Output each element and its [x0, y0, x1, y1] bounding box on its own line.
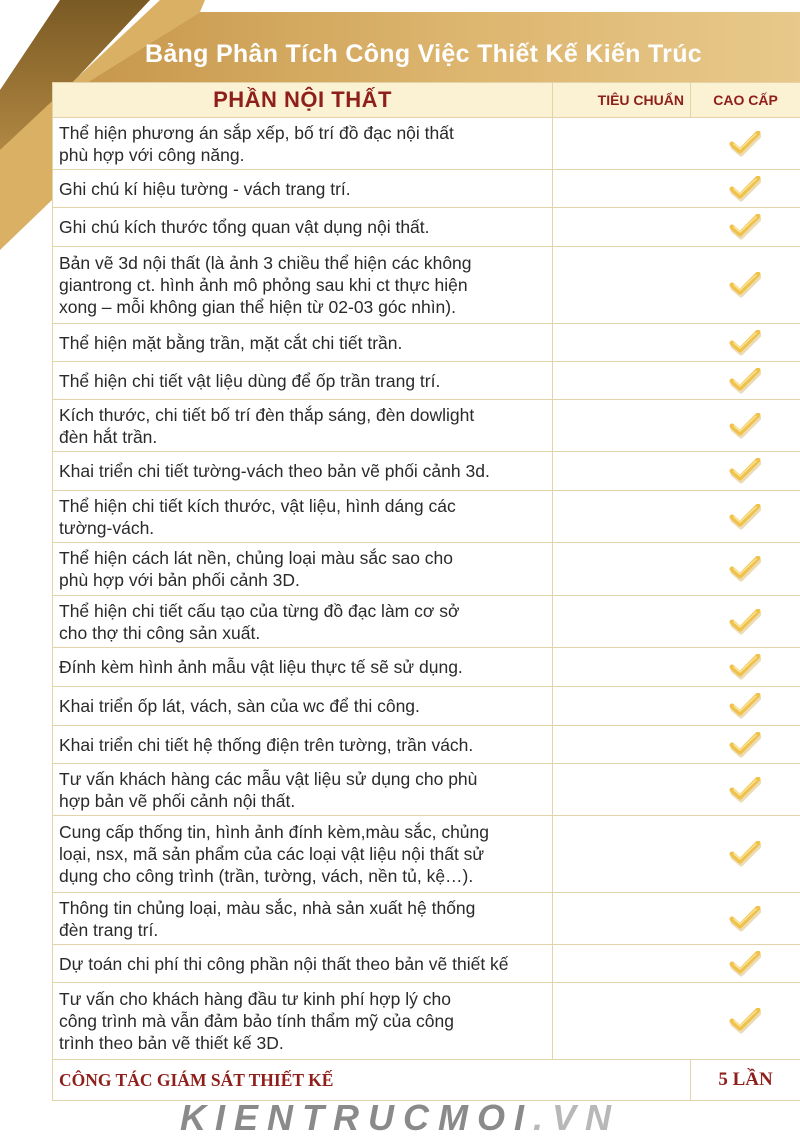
premium-check-cell: [691, 118, 800, 170]
check-icon: [729, 458, 761, 484]
table-row: [53, 491, 800, 543]
task-line: đèn hắt trần.: [59, 426, 546, 448]
task-line: Kích thước, chi tiết bố trí đèn thắp sáng, đèn dowlight: [59, 404, 546, 426]
task-description: [53, 324, 553, 362]
task-description: [53, 816, 553, 893]
section-title: PHẦN NỘI THẤT: [53, 83, 553, 118]
premium-check-cell: [691, 208, 800, 247]
check-icon: [729, 272, 761, 298]
task-line: công trình mà vẫn đảm bảo tính thẩm mỹ của công: [59, 1010, 546, 1032]
standard-cell: [553, 118, 691, 170]
check-icon: [729, 368, 761, 394]
premium-check-cell: [691, 400, 800, 452]
task-line: phù hợp với bản phối cảnh 3D.: [59, 569, 546, 591]
check-icon: [729, 841, 761, 867]
premium-check-cell: [691, 764, 800, 816]
task-description: [53, 726, 553, 764]
task-line: Bản vẽ 3d nội thất (là ảnh 3 chiều thể hiện các không: [59, 252, 546, 274]
check-icon: [729, 609, 761, 635]
standard-cell: [553, 648, 691, 687]
task-line: trình theo bản vẽ thiết kế 3D.: [59, 1032, 546, 1054]
check-icon: [729, 330, 761, 356]
task-line: giantrong ct. hình ảnh mô phỏng sau khi ct thực hiện: [59, 274, 546, 296]
task-line: Thể hiện phương án sắp xếp, bố trí đồ đạc nội thất: [59, 122, 546, 144]
standard-cell: [553, 491, 691, 543]
task-description: [53, 893, 553, 945]
premium-check-cell: [691, 543, 800, 596]
premium-check-cell: [691, 324, 800, 362]
table-row: [53, 362, 800, 400]
table-row: [53, 247, 800, 324]
table-row: [53, 687, 800, 726]
premium-check-cell: [691, 816, 800, 893]
task-line: Thể hiện cách lát nền, chủng loại màu sắc sao cho: [59, 547, 546, 569]
table-row: [53, 596, 800, 648]
standard-cell: [553, 400, 691, 452]
table-row: [53, 543, 800, 596]
standard-cell: [553, 687, 691, 726]
brand-domain: .VN: [533, 1097, 620, 1138]
table-row: [53, 945, 800, 983]
premium-check-cell: [691, 596, 800, 648]
table-row: [53, 983, 800, 1060]
task-description: [53, 596, 553, 648]
brand-watermark: [0, 1097, 800, 1139]
task-description: [53, 983, 553, 1060]
task-line: Ghi chú kích thước tổng quan vật dụng nội thất.: [59, 216, 546, 238]
premium-check-cell: [691, 983, 800, 1060]
table-header: [53, 83, 800, 118]
task-description: [53, 362, 553, 400]
task-line: Thể hiện chi tiết vật liệu dùng để ốp trần trang trí.: [59, 370, 546, 392]
table-row: [53, 400, 800, 452]
task-line: Tư vấn cho khách hàng đầu tư kinh phí hợp lý cho: [59, 988, 546, 1010]
standard-cell: [553, 893, 691, 945]
page-title: Bảng Phân Tích Công Việc Thiết Kế Kiến Trúc: [145, 40, 702, 69]
table-row: [53, 648, 800, 687]
premium-check-cell: [691, 726, 800, 764]
standard-cell: [553, 983, 691, 1060]
task-description: [53, 764, 553, 816]
standard-cell: [553, 726, 691, 764]
standard-cell: [553, 945, 691, 983]
table-row: [53, 816, 800, 893]
standard-cell: [553, 543, 691, 596]
task-description: [53, 543, 553, 596]
task-line: Thể hiện chi tiết cấu tạo của từng đồ đạc làm cơ sở: [59, 600, 546, 622]
footer-row: [53, 1060, 800, 1101]
check-icon: [729, 176, 761, 202]
task-description: [53, 247, 553, 324]
task-line: Thể hiện mặt bằng trần, mặt cắt chi tiết trần.: [59, 332, 546, 354]
check-icon: [729, 131, 761, 157]
table-row: [53, 893, 800, 945]
premium-check-cell: [691, 452, 800, 491]
task-line: Thông tin chủng loại, màu sắc, nhà sản xuất hệ thống: [59, 897, 546, 919]
table-row: [53, 452, 800, 491]
table-row: [53, 208, 800, 247]
task-line: Dự toán chi phí thi công phần nội thất theo bản vẽ thiết kế: [59, 953, 546, 975]
standard-cell: [553, 816, 691, 893]
task-description: [53, 648, 553, 687]
premium-check-cell: [691, 648, 800, 687]
task-line: hợp bản vẽ phối cảnh nội thất.: [59, 790, 546, 812]
standard-cell: [553, 170, 691, 208]
task-line: Tư vấn khách hàng các mẫu vật liệu sử dụng cho phù: [59, 768, 546, 790]
check-icon: [729, 413, 761, 439]
check-icon: [729, 214, 761, 240]
task-line: đèn trang trí.: [59, 919, 546, 941]
check-icon: [729, 693, 761, 719]
check-icon: [729, 906, 761, 932]
table-row: [53, 170, 800, 208]
task-description: [53, 170, 553, 208]
standard-cell: [553, 247, 691, 324]
standard-cell: [553, 324, 691, 362]
task-line: xong – mỗi không gian thể hiện từ 02-03 góc nhìn).: [59, 296, 546, 318]
task-line: Ghi chú kí hiệu tường - vách trang trí.: [59, 178, 546, 200]
task-line: loại, nsx, mã sản phẩm của các loại vật liệu nội thất sử: [59, 843, 546, 865]
standard-cell: [553, 362, 691, 400]
column-standard: TIÊU CHUẨN: [553, 83, 691, 118]
task-line: tường-vách.: [59, 517, 546, 539]
task-description: [53, 491, 553, 543]
task-line: Đính kèm hình ảnh mẫu vật liệu thực tế sẽ sử dụng.: [59, 656, 546, 678]
table-row: [53, 726, 800, 764]
task-line: Khai triển chi tiết tường-vách theo bản vẽ phối cảnh 3d.: [59, 460, 546, 482]
analysis-table: [52, 82, 800, 1101]
task-description: [53, 118, 553, 170]
task-line: Khai triển ốp lát, vách, sàn của wc để thi công.: [59, 695, 546, 717]
task-line: Khai triển chi tiết hệ thống điện trên tường, trần vách.: [59, 734, 546, 756]
check-icon: [729, 951, 761, 977]
task-description: [53, 400, 553, 452]
premium-check-cell: [691, 687, 800, 726]
task-line: dụng cho công trình (trần, tường, vách, nền tủ, kệ…).: [59, 865, 546, 887]
premium-check-cell: [691, 893, 800, 945]
task-line: phù hợp với công năng.: [59, 144, 546, 166]
premium-check-cell: [691, 491, 800, 543]
check-icon: [729, 654, 761, 680]
check-icon: [729, 556, 761, 582]
standard-cell: [553, 452, 691, 491]
table-row: [53, 764, 800, 816]
task-description: [53, 687, 553, 726]
standard-cell: [553, 764, 691, 816]
task-description: [53, 945, 553, 983]
standard-cell: [553, 596, 691, 648]
standard-cell: [553, 208, 691, 247]
check-icon: [729, 1008, 761, 1034]
premium-check-cell: [691, 362, 800, 400]
task-description: [53, 452, 553, 491]
table-row: [53, 324, 800, 362]
premium-check-cell: [691, 247, 800, 324]
task-line: Cung cấp thống tin, hình ảnh đính kèm,màu sắc, chủng: [59, 821, 546, 843]
task-line: cho thợ thi công sản xuất.: [59, 622, 546, 644]
column-premium: CAO CẤP: [691, 83, 800, 118]
task-description: [53, 208, 553, 247]
check-icon: [729, 504, 761, 530]
supervision-label: CÔNG TÁC GIÁM SÁT THIẾT KẾ: [53, 1060, 691, 1101]
supervision-value: 5 LẦN: [691, 1060, 800, 1101]
brand-name: KIENTRUCMOI: [180, 1097, 533, 1138]
task-line: Thể hiện chi tiết kích thước, vật liệu, hình dáng các: [59, 495, 546, 517]
premium-check-cell: [691, 170, 800, 208]
table-row: [53, 118, 800, 170]
check-icon: [729, 777, 761, 803]
premium-check-cell: [691, 945, 800, 983]
check-icon: [729, 732, 761, 758]
